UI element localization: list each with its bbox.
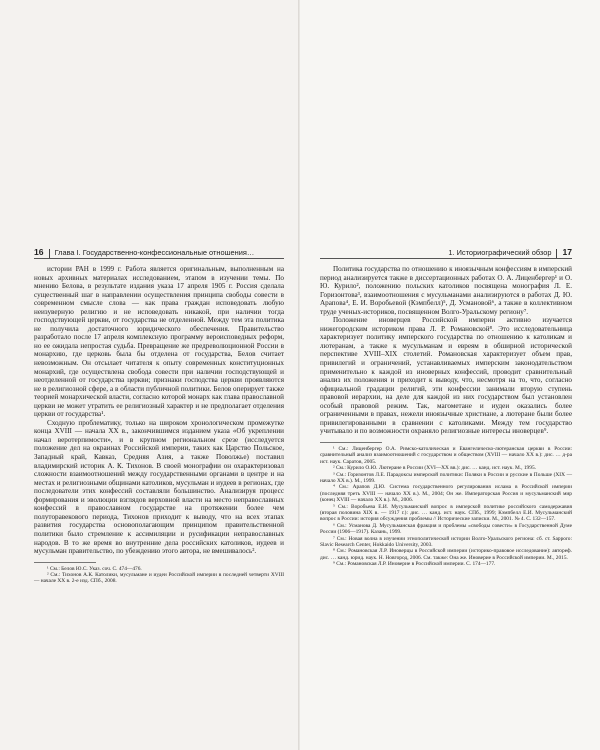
- left-footnote-rule: [34, 562, 96, 563]
- left-header-rule: [34, 258, 284, 259]
- right-paragraph-2: Положение иноверцев Российской империи активно изучается нижегородским историком права Л. Р. Романовской⁸. Это исследовательница характеризует политику имперского государства по отношению к католикам и лютеранам, а также к мусульманам и евреям в обширной исторической перспективе XVIII–XIX столетий. Романовская характеризует объем прав, привилегий и ограничений, устанавливаемых имперским законодательством применительно к каждой из иноверных конфессий, проводит сравнительный анализ их положения и приходит к выводу, что, несмотря на то, что, согласно официальной градации религий, эти конфессии занимали вторую ступень правовой иерархии, на деле для каждой из них государством был установлен особый правовой режим. Так, магометане и иудеи оказались более ограниченными в правах, нежели иноязычные христиане, а лютеране были более привилегированными в сравнении с католиками. Между тем государство учитывало и по возможности охраняло религиозные интересы иноверцев⁹.: [320, 316, 572, 436]
- right-footnote-2: ² См.: Курило О.Ю. Лютеране в России (XVI—XX вв.): дис. … канд. ист. наук. М., 1995.: [333, 465, 536, 472]
- right-paragraph-1: Политика государства по отношению к иноязычным конфессиям в имперский период анализируется также в диссертационных работах О. А. Лиценбергер¹ и О. Ю. Курило², положению польских католиков посвящена монография Л. Е. Горизонтова³, взаимоотношения с мусульманами анализируются в работах Д. Ю. Арапова⁴, Е. И. Воробьевой (Кэмпбелл)⁵, Д. Усмановой⁶, а также в коллективном труде ученых-историков, посвященном Волго-Уральскому региону⁷.: [320, 265, 572, 316]
- right-page-number: 17: [562, 247, 572, 257]
- right-footnote-7: ⁷ См.: Новая волна в изучении этнополитической истории Волго-Уральского региона: сб. ст. Sapporo: Slavic Research Center, Hokkaido University, 2003.: [320, 535, 572, 549]
- right-page-body: [320, 265, 572, 568]
- header-separator: [49, 249, 50, 258]
- right-footnote-rule: [320, 442, 382, 443]
- right-running-head: 1. Историографический обзор: [448, 248, 552, 257]
- right-footnote-4: ⁴ См.: Арапов Д.Ю. Система государственного регулирования ислама в Российской империи (последняя треть XVIII — начало XX в.). М., 2004; Он же. Императорская Россия и мусульманский мир (конец XVIII — начало XX в.). М., 2006.: [320, 484, 572, 504]
- right-footnote-5: ⁵ См.: Воробьева Е.И. Мусульманский вопрос в имперской политике российского самодержавия (вторая половина XIX в. — 1917 г.): дис. … канд. ист. наук. СПб., 1999; Кэмпбелл Е.И. Мусульманский вопрос в России: история обсуждения проблемы // Исторические записки. М., 2001. № 4. С. 132—157.: [320, 503, 572, 523]
- left-footnote-1: ¹ См.: Белов Ю.С. Указ. соч. С. 474—476.: [47, 565, 142, 572]
- right-page: [300, 0, 600, 750]
- right-header-rule: [320, 258, 572, 259]
- header-separator: [556, 249, 557, 258]
- right-footnote-1: ¹ См.: Лиценбергер О.А. Римско-католическая и Евангелическо-лютеранская церкви в России: сравнительный анализ взаимоотношений с государством и обществом (XVIII — начало XX в.): дис. … д-ра ист. наук. Саратов, 2005.: [320, 445, 572, 465]
- right-footnote-8: ⁸ См.: Романовская Л.Р. Иноверцы в Российской империи (историко-правовое исследование): автореф. дис. … канд. юрид. наук. Н. Новгород, 2006. См. также: Она же. Иноверие в Российской империи. М., 2015.: [320, 548, 572, 561]
- left-paragraph-2: Сходную проблематику, только на широком хронологическом промежутке конца XVIII — начала XX в., закончившимся изданием указа «Об укреплении начал веротерпимости», и в крупном региональном срезе (исследуется положение дел на окраинах Российской империи, таких как Царство Польское, Западный край, Кавказ, Средняя Азия, а также Поволжье) поставил владимирский историк А. К. Тихонов. В своей монографии он охарактеризовал сложности взаимоотношений между государственными органами в центре и на местах и религиозными общинами католиков, мусульман и иудеев в регионах, где последователи этих конфессий составляли большинство. Анализируя процесс формирования и эволюции взглядов верховной власти на место неправославных конфессий в православном государстве на протяжении более чем полуторавекового периода, Тихонов приходит к выводу, что на всех этапах развития государства основополагающим принципом правительственной политики было стремление к ассимиляции и русификации неправославных народов. В то же время во внутренние дела российских католиков, иудеев и мусульман правительство, по убеждению этого автора, не вмешивалось².: [34, 418, 284, 556]
- left-paragraph-1: истории РАН в 1999 г. Работа является оригинальным, выполненным на новых архивных материалах исследованием, этапом в изучении темы. По мнению Белова, в результате издания указа 17 апреля 1905 г. Россия сделала существенный шаг в направлении осуществления принципа свободы совести в современном смысле слова — как права граждан исповедовать любую неизуверную религию и не исповедовать никакой, при наличии тогда господствующей церкви, от государства не отделенной. Между тем эта политика не получила достаточного юридического обеспечения. Правительство разработало после 17 апреля комплексную программу вероисповедных реформ, но ее ожидала непростая судьба. Превращение же предреволюционной России в монархию, где церковь была бы отделена от государства, Белов считает невозможным. Он отсылает читателя к опыту современных конституционных монархий, где осуществлена свобода совести при наличии господствующей и неотделенной от государства церкви; признаки господства церкви проявляются не в религиозной сфере, а в области публичной политики. Белов оперирует также теорией монархической власти, согласно которой монарх как глава православной церкви не может утратить ее религиозный характер и не предполагает отделения церкви от государства¹.: [34, 265, 284, 419]
- left-footnote-2: ² См.: Тихонов А.К. Католики, мусульмане и иудеи Российской империи в последней четверти XVIII — начале XX в. 2-е изд. СПб., 2008.: [34, 572, 284, 585]
- right-footnote-6: ⁶ См.: Усманова Д. Мусульманская фракция и проблемы «свободы совести» в Государственной Думе России (1906—1917). Казань, 1999.: [320, 522, 572, 536]
- right-footnote-9: ⁹ См.: Романовская Л.Р. Иноверие в Российской империи. С. 174—177.: [333, 561, 496, 568]
- left-running-head: Глава I. Государственно-конфессиональные отношения…: [54, 248, 255, 257]
- right-footnote-3: ³ См.: Горизонтов Л.Е. Парадоксы имперской политики: Поляки в России и русские в Польше (XIX — начало XX в.). М., 1999.: [320, 471, 572, 484]
- left-page-number: 16: [34, 247, 44, 257]
- left-page-body: [34, 265, 284, 585]
